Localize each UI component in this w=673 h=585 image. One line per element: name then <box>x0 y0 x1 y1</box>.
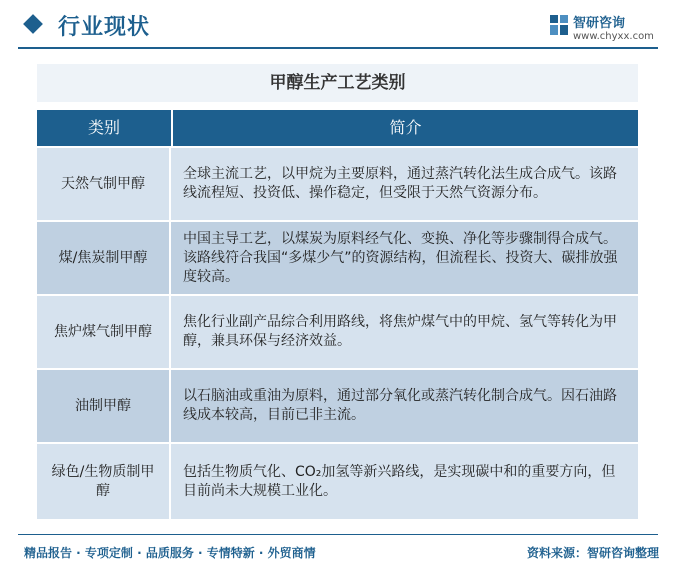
table-row <box>37 222 638 294</box>
table-row <box>37 148 638 220</box>
process-table <box>37 110 638 519</box>
row-description: 焦化行业副产品综合利用路线，将焦炉煤气中的甲烷、氢气等转化为甲醇，兼具环保与经济效益。 <box>183 314 617 349</box>
footer-source: 资料来源：智研咨询整理 <box>526 546 659 560</box>
row-category: 煤/焦炭制甲醇 <box>37 222 171 294</box>
row-description: 中国主导工艺，以煤炭为原料经气化、变换、净化等步骤制得合成气。该路线符合我国“多煤少气”的资源结构，但流程长、投资大、碳排放强度较高。 <box>183 230 618 285</box>
table-header-row <box>37 110 638 146</box>
table-row <box>37 370 638 442</box>
row-description: 以石脑油或重油为原料，通过部分氧化或蒸汽转化制合成气。因石油路线成本较高，目前已非主流。 <box>183 388 617 423</box>
brand-logo-icon <box>549 14 569 36</box>
column-header-description: 简介 <box>389 118 422 137</box>
footer-services: 精品报告 · 专项定制 · 品质服务 · 专情特新 · 外贸商情 <box>24 546 316 560</box>
row-category: 油制甲醇 <box>37 370 171 442</box>
brand-logo <box>549 10 659 46</box>
table-title: 甲醇生产工艺类别 <box>37 64 638 102</box>
row-category: 天然气制甲醇 <box>37 148 171 220</box>
table-row <box>37 296 638 368</box>
diamond-bullet-icon <box>23 14 43 34</box>
section-title: 行业现状 <box>58 15 151 40</box>
row-description: 全球主流工艺，以甲烷为主要原料，通过蒸汽转化法生成合成气。该路线流程短、投资低、操作稳定，但受限于天然气资源分布。 <box>183 166 617 201</box>
content-card <box>37 58 638 525</box>
brand-name: 智研咨询 <box>573 16 626 31</box>
brand-url: www.chyxx.com <box>573 31 654 42</box>
column-header-category: 类别 <box>37 110 173 146</box>
footer-divider <box>18 534 658 535</box>
header-divider <box>18 47 658 49</box>
row-category: 绿色/生物质制甲醇 <box>37 444 171 519</box>
table-row <box>37 444 638 519</box>
header <box>0 0 673 52</box>
row-description: 包括生物质气化、CO₂加氢等新兴路线，是实现碳中和的重要方向，但目前尚未大规模工业化。 <box>183 463 616 499</box>
row-category: 焦炉煤气制甲醇 <box>37 296 171 368</box>
